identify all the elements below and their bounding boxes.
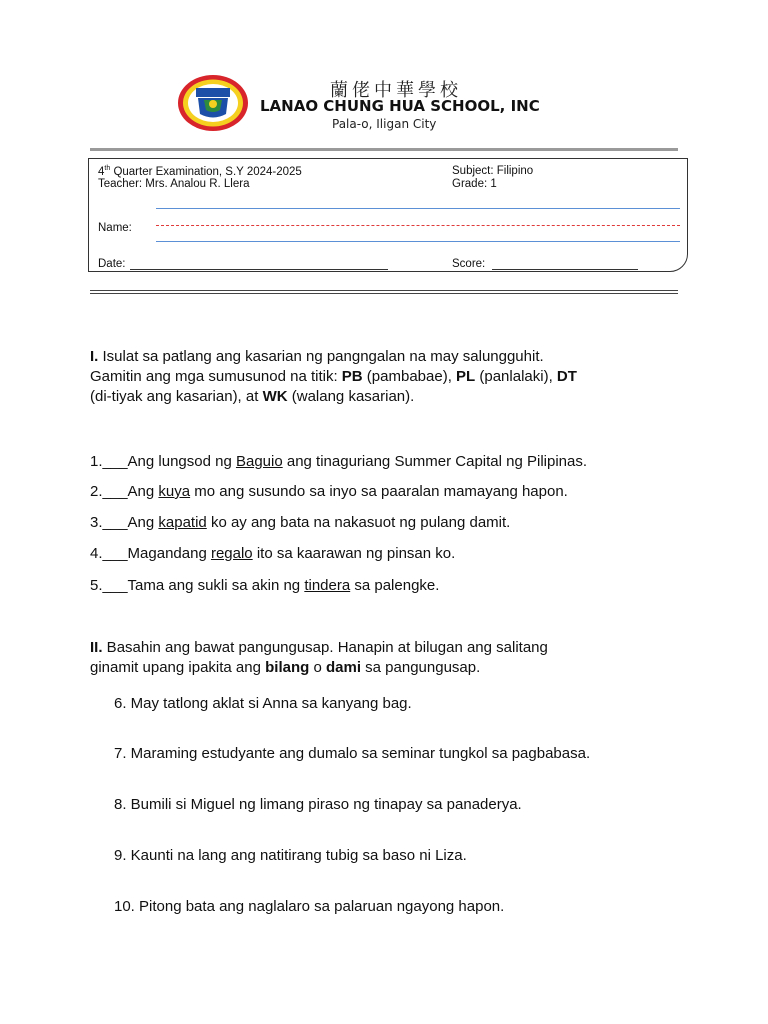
part1-item-3: 3.___Ang kapatid ko ay ang bata na nakasuot ng pulang damit.: [90, 514, 511, 531]
part2-item-8: 8. Bumili si Miguel ng limang piraso ng tinapay sa panaderya.: [114, 796, 522, 813]
part1-item-2: 2.___Ang kuya mo ang susundo sa inyo sa paaralan mamayang hapon.: [90, 483, 568, 500]
score-label: Score:: [452, 258, 486, 270]
date-blank[interactable]: [130, 269, 388, 270]
school-logo: [176, 74, 250, 132]
name-line-bottom: [156, 241, 680, 242]
part1-instructions: I. Isulat sa patlang ang kasarian ng pangngalan na may salungguhit. Gamitin ang mga sumusunod na titik: PB (pambabae), PL (panlalaki), DT (di-tiyak ang kasarian), at WK (walang kasarian).: [90, 348, 577, 405]
name-label: Name:: [98, 222, 132, 234]
part2-item-10: 10. Pitong bata ang naglalaro sa palaruan ngayong hapon.: [114, 898, 505, 915]
school-chinese-name: 蘭佬中華學校: [330, 80, 462, 100]
grade-label: Grade: 1: [452, 178, 497, 190]
school-name: LANAO CHUNG HUA SCHOOL, INC: [260, 97, 540, 115]
double-rule-top: [90, 290, 678, 291]
double-rule-bottom: [90, 293, 678, 294]
name-line-mid: [156, 225, 680, 226]
exam-title: 4th Quarter Examination, S.Y 2024-2025: [98, 165, 302, 178]
teacher-label: Teacher: Mrs. Analou R. Llera: [98, 178, 250, 190]
part1-item-5: 5.___Tama ang sukli sa akin ng tindera sa palengke.: [90, 577, 440, 594]
part1-item-1: 1.___Ang lungsod ng Baguio ang tinaguriang Summer Capital ng Pilipinas.: [90, 453, 588, 470]
part1-item-4: 4.___Magandang regalo ito sa kaarawan ng pinsan ko.: [90, 545, 456, 562]
part2-item-6: 6. May tatlong aklat si Anna sa kanyang bag.: [114, 695, 412, 712]
name-line-top: [156, 208, 680, 209]
school-address: Pala-o, Iligan City: [332, 117, 437, 131]
date-label: Date:: [98, 258, 126, 270]
part2-item-7: 7. Maraming estudyante ang dumalo sa seminar tungkol sa pagbabasa.: [114, 745, 591, 762]
score-blank[interactable]: [492, 269, 638, 270]
part2-instructions: II. Basahin ang bawat pangungusap. Hanapin at bilugan ang salitang ginamit upang ipakita ang bilang o dami sa pangungusap.: [90, 639, 548, 676]
part2-item-9: 9. Kaunti na lang ang natitirang tubig sa baso ni Liza.: [114, 847, 467, 864]
header-divider: [90, 148, 678, 151]
subject-label: Subject: Filipino: [452, 165, 534, 177]
